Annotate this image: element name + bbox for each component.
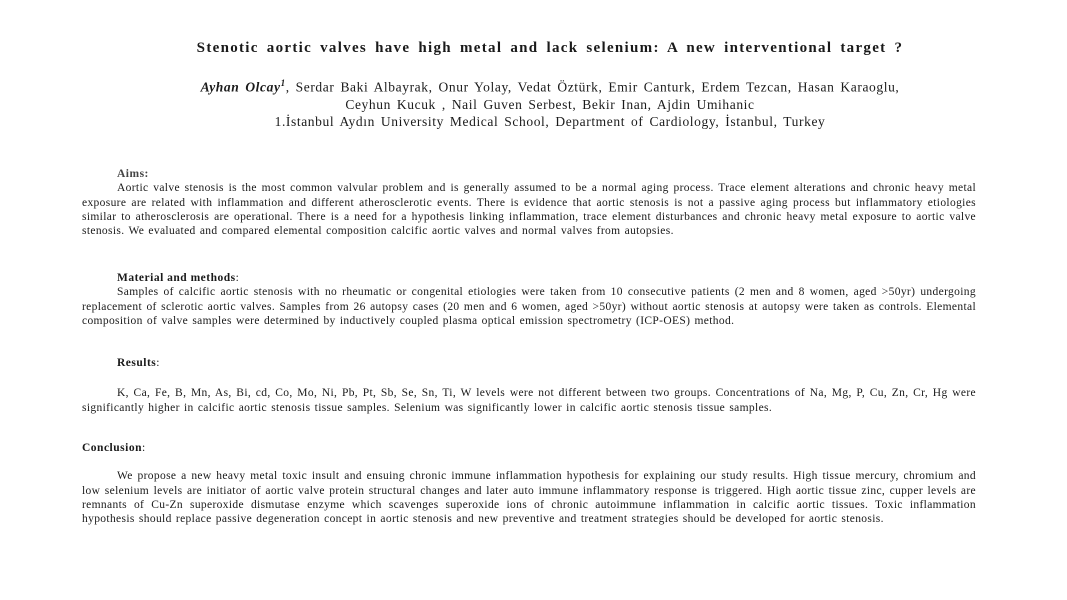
methods-text: Samples of calcific aortic stenosis with no rheumatic or congenital etiologies were taken from 10 consecutive patients (2 men and 8 women, aged >50yr) undergoing replacement of sclerotic aortic valves. Samples from 26 autopsy cases (20 men and 6 women, aged >50yr) without aortic stenosis at autopsy were taken as controls. Elemental composition of valve samples were determined by inductively coupled plasma optical emission spectrometry (ICP-OES) method. bbox=[82, 286, 976, 327]
results-heading-colon: : bbox=[156, 357, 160, 369]
aims-text: Aortic valve stenosis is the most common valvular problem and is generally assumed to be a normal aging process. Trace element alterations and chronic heavy metal exposure are related with inflammation and different atherosclerotic events. There is evidence that aortic stenosis is not a passive aging process but inflammatory etiologies similar to atherosclerosis are operational. There is a need for a hypothesis linking inflammation, trace element disturbances and chronic heavy metal exposure to aortic valve stenosis. We evaluated and compared elemental composition calcific aortic valves and normal valves from autopsies. bbox=[82, 182, 976, 238]
conclusion-heading-colon: : bbox=[141, 442, 146, 454]
author-block bbox=[100, 75, 1000, 130]
results-heading-text: Results bbox=[117, 357, 157, 369]
conclusion-heading-text: Conclusion bbox=[82, 442, 142, 454]
co-authors-line-2: Ceyhun Kucuk , Nail Guven Serbest, Bekir Inan, Ajdin Umihanic bbox=[345, 96, 755, 112]
results-section bbox=[82, 356, 976, 415]
methods-heading-text: Material and methods bbox=[117, 272, 236, 284]
conclusion-section bbox=[82, 441, 976, 526]
affiliation: 1.İstanbul Aydın University Medical School, Department of Cardiology, İstanbul, Turkey bbox=[274, 113, 826, 129]
author-line-1 bbox=[100, 75, 1000, 96]
conclusion-text: We propose a new heavy metal toxic insult and ensuing chronic immune inflammation hypothesis for explaining our study results. High tissue mercury, chromium and low selenium levels are initiator of aortic valve protein structural changes and later auto immune inflammatory response is triggered. High aortic tissue zinc, cupper levels are remnants of Cu-Zn superoxide dismutase enzyme which scavenges superoxide ions of chronic autoimmune inflammation in calcific aortic tissues. Toxic inflammation hypothesis should replace passive degeneration concept in aortic stenosis and new preventive and treatment strategies should be developed for aortic stenosis. bbox=[82, 470, 976, 526]
results-text: K, Ca, Fe, B, Mn, As, Bi, cd, Co, Mo, Ni, Pb, Pt, Sb, Se, Sn, Ti, W levels were not different between two groups. Concentrations of Na, Mg, P, Cu, Zn, Cr, Hg were significantly higher in calcific aortic stenosis tissue samples. Selenium was significantly lower in calcific aortic stenosis tissue samples. bbox=[82, 387, 976, 414]
lead-author: Ayhan Olcay bbox=[200, 79, 281, 95]
co-authors-line-1: , Serdar Baki Albayrak, Onur Yolay, Vedat Öztürk, Emir Canturk, Erdem Tezcan, Hasan Karaoglu, bbox=[285, 79, 900, 95]
methods-section bbox=[82, 271, 976, 328]
aims-section bbox=[82, 167, 976, 238]
lead-author-superscript: 1 bbox=[280, 78, 286, 88]
methods-heading bbox=[82, 271, 976, 285]
methods-heading-colon: : bbox=[235, 272, 240, 284]
aims-heading: Aims: bbox=[117, 168, 149, 180]
paper-title: Stenotic aortic valves have high metal and lack selenium: A new interventional target ? bbox=[196, 40, 904, 56]
results-heading bbox=[82, 356, 976, 370]
conclusion-heading bbox=[82, 441, 976, 455]
